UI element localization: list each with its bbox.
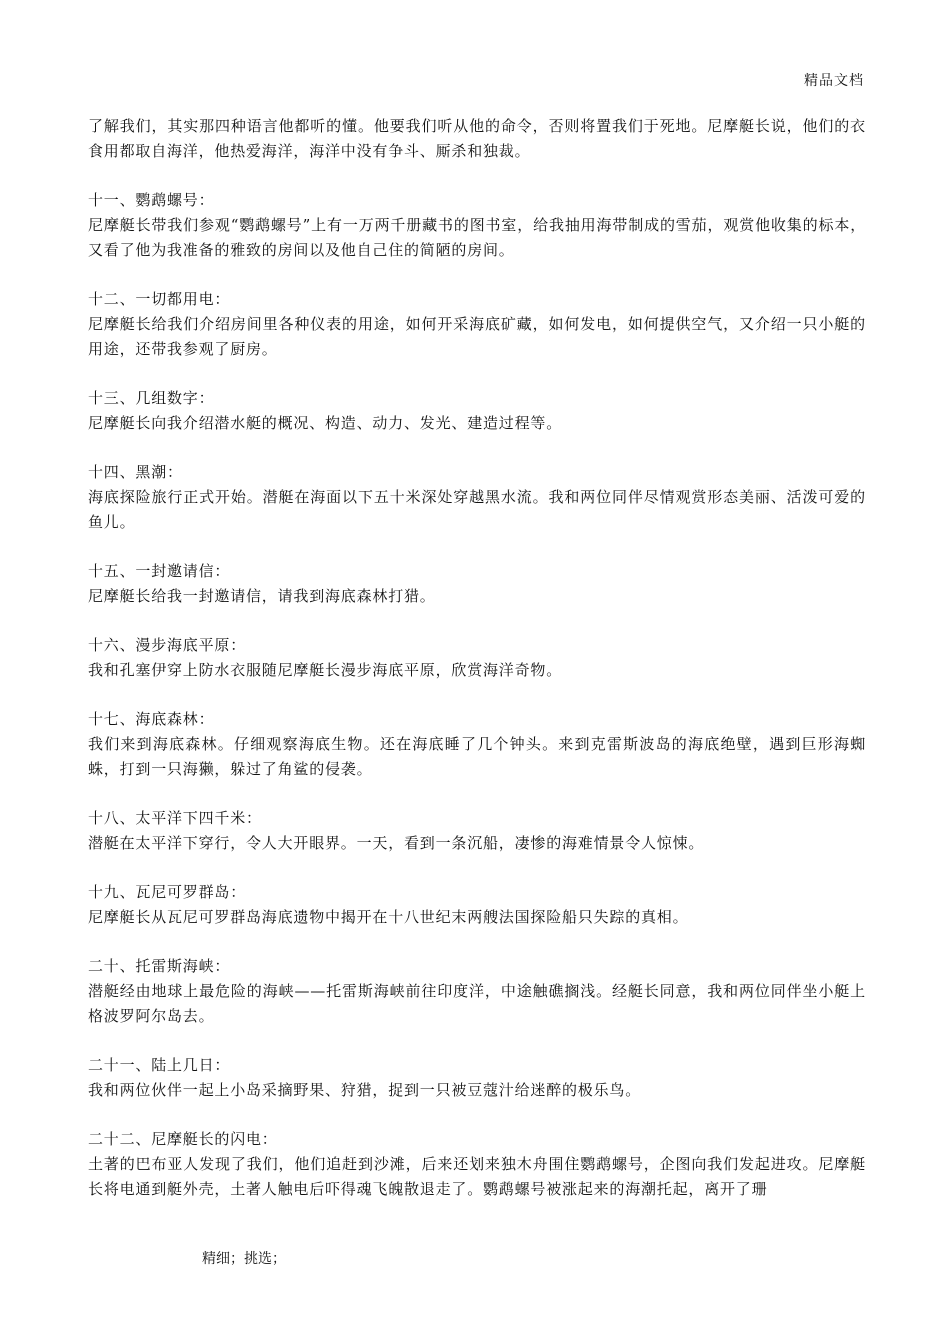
section-body: 我和孔塞伊穿上防水衣服随尼摩艇长漫步海底平原，欣赏海洋奇物。 [88,661,563,679]
section-title: 十一、鹦鹉螺号： [88,191,215,209]
section-13 [88,386,866,436]
section-title: 十六、漫步海底平原： [88,636,247,654]
section-21 [88,1053,866,1103]
document-body [88,114,866,1226]
section-body: 尼摩艇长给我一封邀请信，请我到海底森林打猎。 [88,587,436,605]
section-17 [88,707,866,782]
section-title: 十九、瓦尼可罗群岛： [88,883,247,901]
section-body: 海底探险旅行正式开始。潜艇在海面以下五十米深处穿越黑水流。我和两位同伴尽情观赏形态美丽、活泼可爱的鱼儿。 [88,488,866,531]
section-title: 十七、海底森林： [88,710,215,728]
section-body: 尼摩艇长从瓦尼可罗群岛海底遗物中揭开在十八世纪末两艘法国探险船只失踪的真相。 [88,908,689,926]
section-title: 十四、黑潮： [88,463,183,481]
section-title: 二十二、尼摩艇长的闪电： [88,1130,278,1148]
section-12 [88,287,866,362]
page-header-label: 精品文档 [804,73,864,89]
section-body: 尼摩艇长带我们参观“鹦鹉螺号”上有一万两千册藏书的图书室，给我抽用海带制成的雪茄，观赏他收集的标本，又看了他为我准备的雅致的房间以及他自己住的简陋的房间。 [88,216,866,259]
section-20 [88,954,866,1029]
section-title: 十三、几组数字： [88,389,215,407]
section-title: 十八、太平洋下四千米： [88,809,262,827]
section-11 [88,188,866,263]
section-body: 潜艇经由地球上最危险的海峡——托雷斯海峡前往印度洋，中途触礁搁浅。经艇长同意，我和两位同伴坐小艇上格波罗阿尔岛去。 [88,982,866,1025]
section-title: 二十一、陆上几日： [88,1056,231,1074]
section-14 [88,460,866,535]
section-title: 二十、托雷斯海峡： [88,957,231,975]
section-18 [88,806,866,856]
section-title: 十五、一封邀请信： [88,562,231,580]
section-body: 尼摩艇长向我介绍潜水艇的概况、构造、动力、发光、建造过程等。 [88,414,563,432]
section-body: 土著的巴布亚人发现了我们，他们追赶到沙滩，后来还划来独木舟围住鹦鹉螺号，企图向我们发起进攻。尼摩艇长将电通到艇外壳，土著人触电后吓得魂飞魄散退走了。鹦鹉螺号被涨起来的海潮托起，离开了珊 [88,1155,866,1198]
section-22 [88,1127,866,1202]
page-footer-label: 精细；挑选； [202,1251,286,1267]
section-16 [88,633,866,683]
section-19 [88,880,866,930]
section-body: 潜艇在太平洋下穿行，令人大开眼界。一天，看到一条沉船，凄惨的海难情景令人惊悚。 [88,834,705,852]
section-title: 十二、一切都用电： [88,290,231,308]
section-body: 我和两位伙伴一起上小岛采摘野果、狩猎，捉到一只被豆蔻汁给迷醉的极乐鸟。 [88,1081,642,1099]
section-body: 我们来到海底森林。仔细观察海底生物。还在海底睡了几个钟头。来到克雷斯波岛的海底绝壁，遇到巨形海蜘蛛，打到一只海獭，躲过了角鲨的侵袭。 [88,735,866,778]
intro-paragraph: 了解我们，其实那四种语言他都听的懂。他要我们听从他的命令，否则将置我们于死地。尼摩艇长说，他们的衣食用都取自海洋，他热爱海洋，海洋中没有争斗、厮杀和独裁。 [88,117,866,160]
section-body: 尼摩艇长给我们介绍房间里各种仪表的用途，如何开采海底矿藏，如何发电，如何提供空气，又介绍一只小艇的用途，还带我参观了厨房。 [88,315,866,358]
section-15 [88,559,866,609]
